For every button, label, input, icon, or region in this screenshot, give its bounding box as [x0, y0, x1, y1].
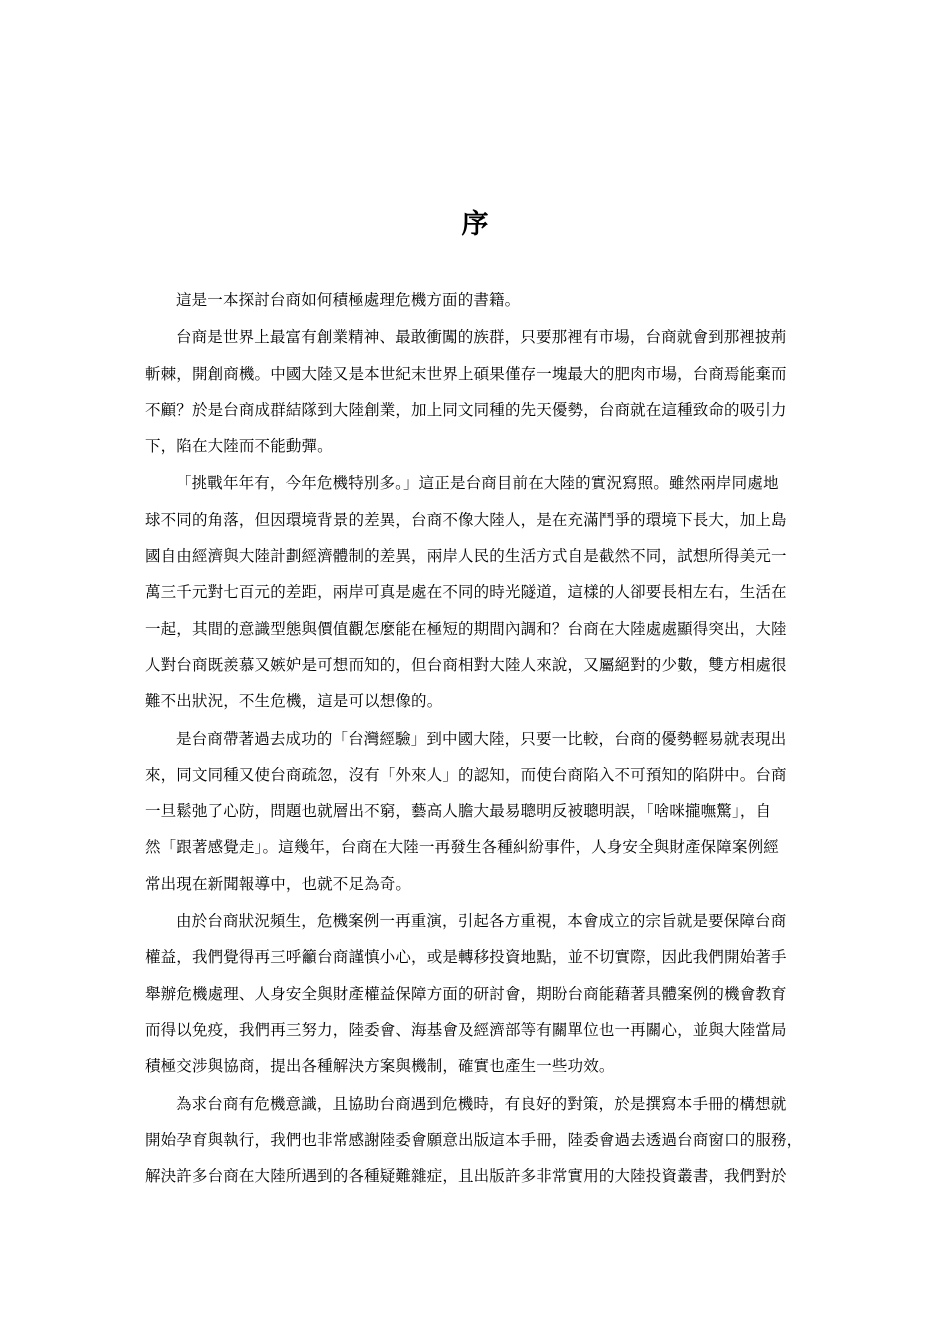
text-line: 是台商帶著過去成功的「台灣經驗」到中國大陸，只要一比較，台商的優勢輕易就表現出: [176, 729, 787, 748]
paragraph: [145, 1086, 802, 1195]
text-line: 「挑戰年年有，今年危機特別多。」這正是台商目前在大陸的實況寫照。雖然兩岸同處地: [176, 474, 779, 493]
body-text: [145, 282, 802, 1195]
text-line: 這是一本探討台商如何積極處理危機方面的書籍。: [176, 291, 521, 309]
text-line: 而得以免疫，我們再三努力，陸委會、海基會及經濟部等有關單位也一再關心，並與大陸當局: [145, 1020, 787, 1039]
text-line: 不顧？於是台商成群結隊到大陸創業，加上同文同種的先天優勢，台商就在這種致命的吸引力: [145, 400, 787, 419]
text-line: 一旦鬆弛了心防，問題也就層出不窮，藝高人膽大最易聰明反被聰明誤，「啥咪攏嘸驚」，自: [145, 802, 772, 821]
text-line: 然「跟著感覺走」。這幾年，台商在大陸一再發生各種糾紛事件，人身安全與財產保障案例經: [145, 838, 779, 857]
paragraph: [145, 319, 802, 464]
text-line: 權益，我們覺得再三呼籲台商謹慎小心，或是轉移投資地點，並不切實際，因此我們開始著手: [145, 948, 787, 967]
paragraph: [145, 903, 802, 1084]
text-line: 解決許多台商在大陸所遇到的各種疑難雜症，且出版許多非常實用的大陸投資叢書，我們對於: [145, 1167, 787, 1186]
text-line: 積極交涉與協商，提出各種解決方案與機制，確實也產生一些功效。: [145, 1057, 615, 1076]
text-line: 人對台商既羨慕又嫉妒是可想而知的，但台商相對大陸人來說，又屬絕對的少數，雙方相處很: [145, 655, 787, 674]
text-line: 開始孕育與執行，我們也非常感謝陸委會願意出版這本手冊，陸委會過去透過台商窗口的服務，: [145, 1130, 803, 1149]
text-line: 台商是世界上最富有創業精神、最敢衝闖的族群，只要那裡有市場，台商就會到那裡披荊: [176, 328, 787, 347]
text-line: 國自由經濟與大陸計劃經濟體制的差異，兩岸人民的生活方式自是截然不同，試想所得美元一: [145, 547, 787, 566]
text-line: 由於台商狀況頻生，危機案例一再重演，引起各方重視，本會成立的宗旨就是要保障台商: [176, 912, 787, 931]
text-line: 來，同文同種又使台商疏忽，沒有「外來人」的認知，而使台商陷入不可預知的陷阱中。台商: [145, 765, 787, 784]
text-line: 舉辦危機處理、人身安全與財產權益保障方面的研討會，期盼台商能藉著具體案例的機會教育: [145, 984, 787, 1003]
text-line: 斬棘，開創商機。中國大陸又是本世紀末世界上碩果僅存一塊最大的肥肉市場，台商焉能棄而: [145, 364, 787, 383]
text-line: 萬三千元對七百元的差距，兩岸可真是處在不同的時光隧道，這樣的人卻要長相左右，生活在: [145, 583, 787, 602]
page-title: 序: [461, 209, 489, 240]
paragraph: [145, 282, 802, 318]
text-line: 難不出狀況，不生危機，這是可以想像的。: [145, 692, 443, 711]
text-line: 一起，其間的意識型態與價值觀怎麼能在極短的期間內調和？台商在大陸處處顯得突出，大陸: [145, 619, 787, 638]
text-line: 下，陷在大陸而不能動彈。: [145, 437, 333, 456]
paragraph: [145, 721, 802, 902]
text-line: 為求台商有危機意識，且協助台商遇到危機時，有良好的對策，於是撰寫本手冊的構想就: [176, 1094, 787, 1113]
text-line: 常出現在新聞報導中，也就不足為奇。: [145, 874, 412, 893]
text-line: 球不同的角落，但因環境背景的差異，台商不像大陸人，是在充滿鬥爭的環境下長大，加上島: [145, 510, 787, 529]
paragraph: [145, 465, 802, 719]
